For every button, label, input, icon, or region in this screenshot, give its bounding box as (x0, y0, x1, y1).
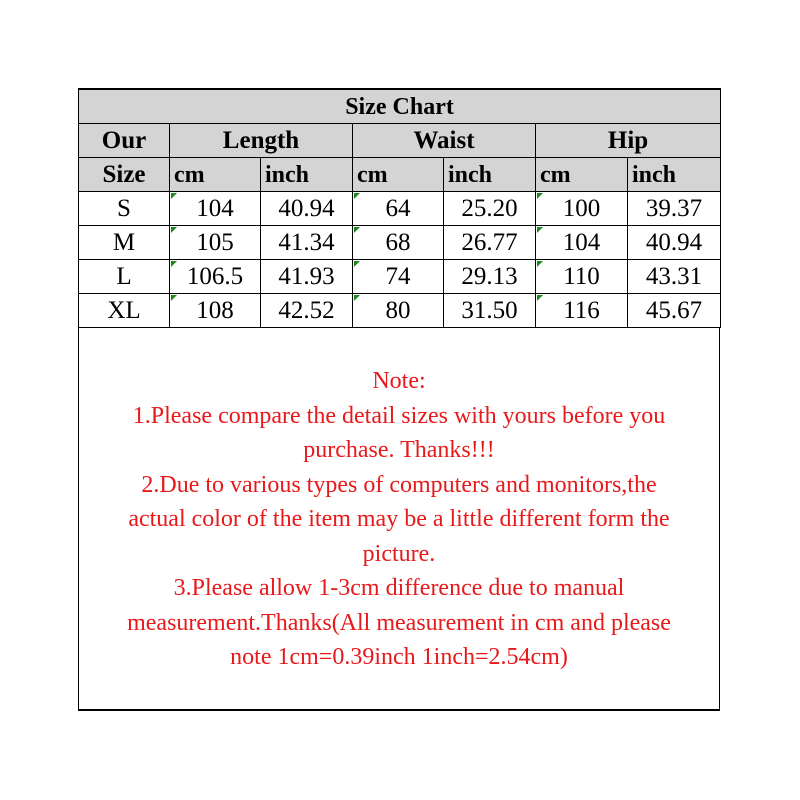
size-chart-sheet (78, 88, 720, 711)
table-cell: 116 (536, 294, 628, 328)
table-cell: 45.67 (628, 294, 721, 328)
table-row (79, 294, 721, 328)
table-cell: 100 (536, 192, 628, 226)
note-box (78, 328, 720, 711)
table-cell: 41.93 (261, 260, 353, 294)
unit-cell: inch (444, 158, 536, 192)
size-label: XL (79, 294, 170, 328)
table-cell: 106.5 (170, 260, 261, 294)
size-label: M (79, 226, 170, 260)
table-cell: 108 (170, 294, 261, 328)
size-label: L (79, 260, 170, 294)
note-text-block (79, 364, 719, 675)
table-cell: 39.37 (628, 192, 721, 226)
table-cell: 68 (353, 226, 444, 260)
table-cell: 105 (170, 226, 261, 260)
unit-cell: inch (628, 158, 721, 192)
group-header-waist: Waist (353, 124, 536, 158)
unit-row (79, 158, 721, 192)
size-header-bottom: Size (79, 158, 170, 192)
note-line: 3.Please allow 1-3cm difference due to manual (173, 575, 625, 601)
table-cell: 31.50 (444, 294, 536, 328)
note-line: note 1cm=0.39inch 1inch=2.54cm) (230, 644, 568, 670)
size-label: S (79, 192, 170, 226)
note-line: measurement.Thanks(All measurement in cm and please (127, 609, 671, 636)
note-line: purchase. Thanks!!! (303, 437, 495, 463)
table-cell: 104 (170, 192, 261, 226)
table-cell: 25.20 (444, 192, 536, 226)
unit-cell: cm (170, 158, 261, 192)
table-cell: 40.94 (261, 192, 353, 226)
unit-cell: cm (536, 158, 628, 192)
note-line: 2.Due to various types of computers and monitors,the (141, 471, 657, 498)
note-line: picture. (362, 540, 436, 567)
table-cell: 64 (353, 192, 444, 226)
note-line: 1.Please compare the detail sizes with yours before you (132, 402, 666, 429)
unit-cell: cm (353, 158, 444, 192)
title-row (79, 89, 721, 124)
size-header-top: Our (79, 124, 170, 158)
table-cell: 43.31 (628, 260, 721, 294)
unit-cell: inch (261, 158, 353, 192)
group-header-length: Length (170, 124, 353, 158)
table-cell: 80 (353, 294, 444, 328)
table-row (79, 192, 721, 226)
table-title: Size Chart (79, 89, 721, 124)
table-cell: 41.34 (261, 226, 353, 260)
note-heading: Note: (372, 368, 426, 394)
table-row (79, 260, 721, 294)
group-header-hip: Hip (536, 124, 721, 158)
table-row (79, 226, 721, 260)
table-cell: 40.94 (628, 226, 721, 260)
table-cell: 74 (353, 260, 444, 294)
size-chart-table (78, 88, 721, 328)
table-cell: 110 (536, 260, 628, 294)
table-cell: 104 (536, 226, 628, 260)
header-row (79, 124, 721, 158)
note-line: actual color of the item may be a little different form the (128, 506, 670, 532)
table-cell: 42.52 (261, 294, 353, 328)
table-cell: 29.13 (444, 260, 536, 294)
table-cell: 26.77 (444, 226, 536, 260)
